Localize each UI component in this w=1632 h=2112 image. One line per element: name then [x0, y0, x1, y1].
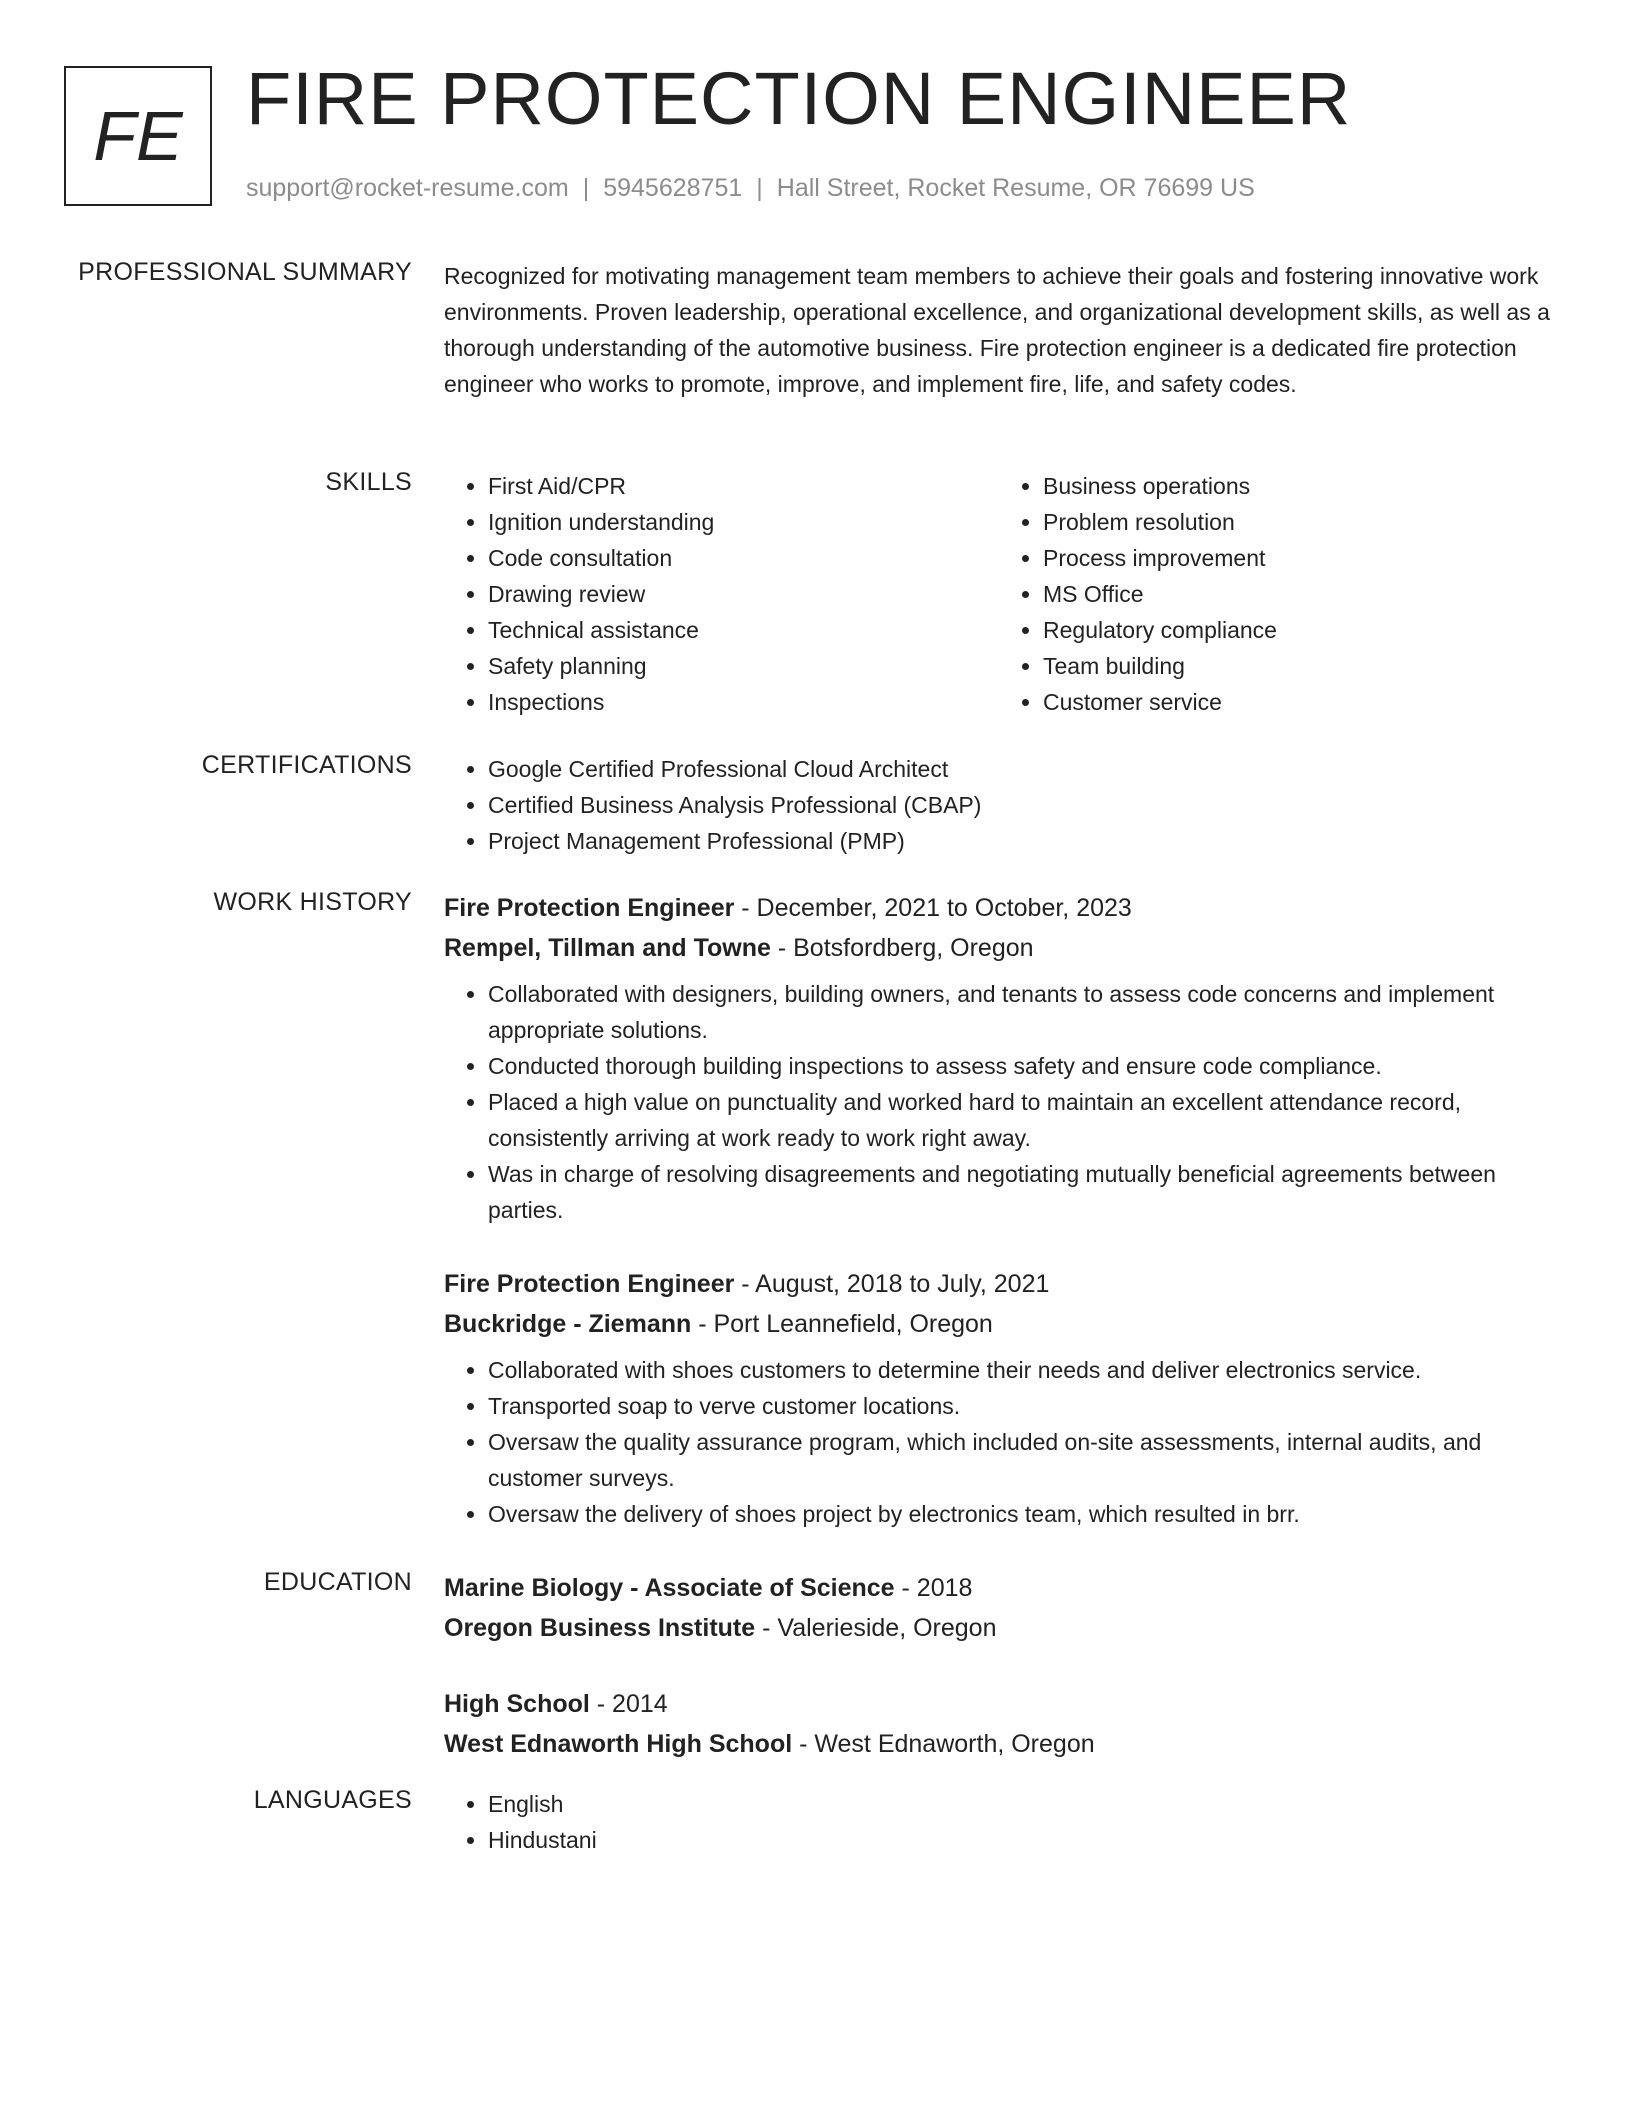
contact-email: support@rocket-resume.com: [246, 174, 569, 202]
contact-phone: 5945628751: [603, 174, 743, 202]
education-school: West Ednaworth High School: [444, 1730, 793, 1758]
job-role: Fire Protection Engineer: [444, 1270, 735, 1298]
job-bullet: • Oversaw the quality assurance program, which included on-site assessments, internal audits, and customer surveys.: [488, 1424, 1554, 1496]
language-item: • Hindustani: [488, 1822, 1554, 1858]
job-bullet: • Was in charge of resolving disagreements and negotiating mutually beneficial agreements between parties.: [488, 1156, 1554, 1228]
education-heading: EDUCATION: [263, 1568, 412, 1596]
skill-item: • Drawing review: [488, 576, 999, 612]
contact-address: Hall Street, Rocket Resume, OR 76699 US: [776, 174, 1255, 202]
job-bullet: • Collaborated with shoes customers to determine their needs and deliver electronics service.: [488, 1352, 1554, 1388]
job-bullets: [444, 1352, 1554, 1532]
job-role: Fire Protection Engineer: [444, 894, 735, 922]
skill-item: • Inspections: [488, 684, 999, 720]
education-entry: [444, 1684, 1554, 1764]
skill-item: • Business operations: [1043, 468, 1554, 504]
job-bullets: [444, 976, 1554, 1228]
job-company: Buckridge - Ziemann: [444, 1310, 692, 1338]
certification-item: • Project Management Professional (PMP): [488, 823, 1554, 859]
resume-title: FIRE PROTECTION ENGINEER: [246, 57, 1352, 140]
summary-heading: PROFESSIONAL SUMMARY: [78, 258, 412, 286]
job-company-line: [444, 928, 1554, 968]
job-entry: [444, 888, 1554, 1228]
summary-body: [444, 258, 1554, 402]
languages-body: [444, 1786, 1554, 1858]
job-company: Rempel, Tillman and Towne: [444, 934, 771, 962]
education-degree: High School: [444, 1690, 590, 1718]
summary-text: Recognized for motivating management team members to achieve their goals and fostering innovative work environments. Proven leadership, operational excellence, and organizational development skills, as well as a thorough understanding of the automotive business. Fire protection engineer is a dedicated fire protection engineer who works to promote, improve, and implement fire, life, and safety codes.: [444, 263, 1550, 397]
skill-item: • Team building: [1043, 648, 1554, 684]
certification-item: • Google Certified Professional Cloud Architect: [488, 751, 1554, 787]
skill-item: • Regulatory compliance: [1043, 612, 1554, 648]
skills-list-left: [444, 468, 999, 720]
education-degree: Marine Biology - Associate of Science: [444, 1574, 895, 1602]
education-entry: [444, 1568, 1554, 1648]
job-title-line: [444, 888, 1554, 928]
job-bullet: • Oversaw the delivery of shoes project by electronics team, which resulted in brr.: [488, 1496, 1554, 1532]
education-degree-line: [444, 1568, 1554, 1608]
monogram-box: FE: [64, 66, 212, 206]
job-title-line: [444, 1264, 1554, 1304]
work-heading: WORK HISTORY: [213, 888, 412, 916]
education-school-line: [444, 1608, 1554, 1648]
skill-item: • Code consultation: [488, 540, 999, 576]
education-degree-line: [444, 1684, 1554, 1724]
education-year: - 2014: [589, 1690, 668, 1718]
education-location: - Valerieside, Oregon: [755, 1614, 997, 1642]
contact-line: [246, 174, 1255, 203]
job-bullet: • Transported soap to verve customer locations.: [488, 1388, 1554, 1424]
skill-item: • Ignition understanding: [488, 504, 999, 540]
language-item: • English: [488, 1786, 1554, 1822]
certifications-body: [444, 751, 1554, 859]
skill-item: • Process improvement: [1043, 540, 1554, 576]
job-location: - Botsfordberg, Oregon: [770, 934, 1034, 962]
skills-body: [444, 468, 1554, 720]
skills-heading: SKILLS: [325, 468, 412, 496]
skill-item: • Technical assistance: [488, 612, 999, 648]
job-company-line: [444, 1304, 1554, 1344]
languages-heading: LANGUAGES: [253, 1786, 412, 1814]
contact-separator: |: [756, 174, 763, 202]
education-school: Oregon Business Institute: [444, 1614, 756, 1642]
job-bullet: • Collaborated with designers, building owners, and tenants to assess code concerns and implement appropriate solutions.: [488, 976, 1554, 1048]
job-location: - Port Leannefield, Oregon: [691, 1310, 993, 1338]
certifications-heading: CERTIFICATIONS: [201, 751, 412, 779]
skill-item: • First Aid/CPR: [488, 468, 999, 504]
job-bullet: • Placed a high value on punctuality and worked hard to maintain an excellent attendance record, consistently arriving at work ready to work right away.: [488, 1084, 1554, 1156]
skill-item: • Problem resolution: [1043, 504, 1554, 540]
education-year: - 2018: [894, 1574, 973, 1602]
work-body: [444, 888, 1554, 1532]
job-dates: - December, 2021 to October, 2023: [734, 894, 1132, 922]
skills-list-right: [999, 468, 1554, 720]
contact-separator: |: [582, 174, 590, 202]
skill-item: • Customer service: [1043, 684, 1554, 720]
job-entry: [444, 1264, 1554, 1532]
job-bullet: • Conducted thorough building inspections to assess safety and ensure code compliance.: [488, 1048, 1554, 1084]
job-dates: - August, 2018 to July, 2021: [734, 1270, 1050, 1298]
certification-item: • Certified Business Analysis Professional (CBAP): [488, 787, 1554, 823]
education-body: [444, 1568, 1554, 1764]
education-location: - West Ednaworth, Oregon: [792, 1730, 1095, 1758]
education-school-line: [444, 1724, 1554, 1764]
skill-item: • Safety planning: [488, 648, 999, 684]
skill-item: • MS Office: [1043, 576, 1554, 612]
